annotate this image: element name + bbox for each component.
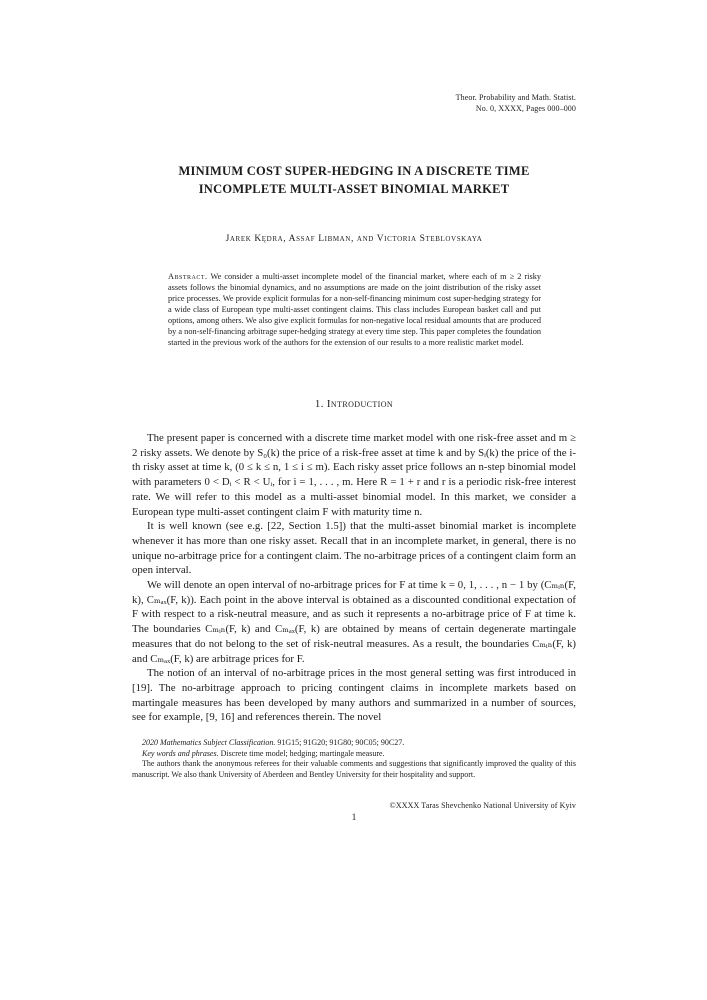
abstract-label: Abstract.: [168, 272, 208, 281]
abstract-text: We consider a multi-asset incomplete model of the financial market, where each of m ≥ 2 risky assets follows the binomial dynamics, and no assumptions are made on the joint distribution of the risky asset price processes. We provide explicit formulas for a non-self-financing minimum cost super-hedging strategy for a wide class of European type multi-asset contingent claims. This class includes European basket call and put options, among others. We also give explicit formulas for non-negative local residual amounts that are produced by a non-self-financing arbitrage super-hedging strategy at every time step. This paper completes the foundation started in the previous work of the authors for the extension of our results to a more realistic market model.: [168, 272, 541, 347]
journal-issue-info: No. 0, XXXX, Pages 000–000: [475, 103, 576, 113]
footnote-block: [132, 738, 576, 780]
abstract-block: [168, 271, 541, 348]
footnote-msc: [132, 738, 576, 749]
paper-title-line1: MINIMUM COST SUPER-HEDGING IN A DISCRETE TIME: [178, 164, 530, 178]
paragraph-2: It is well known (see e.g. [22, Section 1.5]) that the multi-asset binomial market is incomplete whenever it has more than one risky asset. Recall that in an incomplete market, in general, there is no unique no-arbitrage price for a contingent claim. The no-arbitrage prices of a contingent claim form an open interval.: [132, 520, 576, 577]
keywords-label: Key words and phrases.: [142, 748, 219, 758]
paragraph-3: We will denote an open interval of no-arbitrage prices for F at time k = 0, 1, . . . , n − 1 by (Cₘᵢₙ(F, k), Cₘₐₓ(F, k)). Each point in the above interval is obtained as a discounted conditional expectation of F with respect to a risk-neutral measure, and as such it represents a no-arbitrage price of F at time k. The boundaries Cₘᵢₙ(F, k) and Cₘₐₓ(F, k) are obtained by means of certain degenerate martingale measures that do not belong to the set of risk-neutral measures. As a result, the boundaries Cₘᵢₙ(F, k) and Cₘₐₓ(F, k) are arbitrage prices for F.: [132, 579, 576, 665]
journal-name: Theor. Probability and Math. Statist.: [455, 93, 576, 102]
paragraph-1: The present paper is concerned with a discrete time market model with one risk-free asset and m ≥ 2 risky assets. We denote by S₀(k) the price of a risk-free asset at time k and by Sᵢ(k) the price of the i-th risky asset at time k, (0 ≤ k ≤ n, 1 ≤ i ≤ m). Each risky asset price follows an n-step binomial model with parameters 0 < Dᵢ < R < Uᵢ, for i = 1, . . . , m. Here R = 1 + r and r is a periodic risk-free interest rate. We will refer to this model as a multi-asset binomial model. In this market, we consider a European type multi-asset contingent claim F with maturity time n.: [132, 432, 576, 518]
journal-header: [132, 93, 576, 114]
msc-label: 2020 Mathematics Subject Classification.: [142, 738, 276, 748]
page-number: 1: [351, 813, 357, 824]
page-content: [132, 0, 576, 823]
introduction-body: [132, 431, 576, 725]
paper-title: [132, 163, 576, 198]
msc-value: 91G15; 91G20; 91G80; 90C05; 90C27.: [277, 738, 405, 748]
copyright-line: ©XXXX Taras Shevchenko National University of Kyiv: [389, 801, 576, 811]
paper-title-line2: INCOMPLETE MULTI-ASSET BINOMIAL MARKET: [198, 181, 510, 196]
footnote-acknowledgement: The authors thank the anonymous referees for their valuable comments and suggestions that significantly improved the quality of this manuscript. We also thank University of Aberdeen and Bentley University for their hospitality and support.: [132, 759, 576, 779]
section-heading-introduction: 1. Introduction: [314, 398, 394, 410]
keywords-value: Discrete time model; hedging; martingale measure.: [220, 748, 385, 758]
authors-line: Jarek Kędra, Assaf Libman, and Victoria Steblovskaya: [225, 234, 483, 244]
paragraph-4: The notion of an interval of no-arbitrage prices in the most general setting was first introduced in [19]. The no-arbitrage approach to pricing contingent claims in incomplete markets based on martingale measures has been developed by many authors and summarized in a number of sources, see for example, [9, 16] and references therein. The novel: [132, 667, 576, 724]
footnote-keywords: [132, 749, 576, 760]
